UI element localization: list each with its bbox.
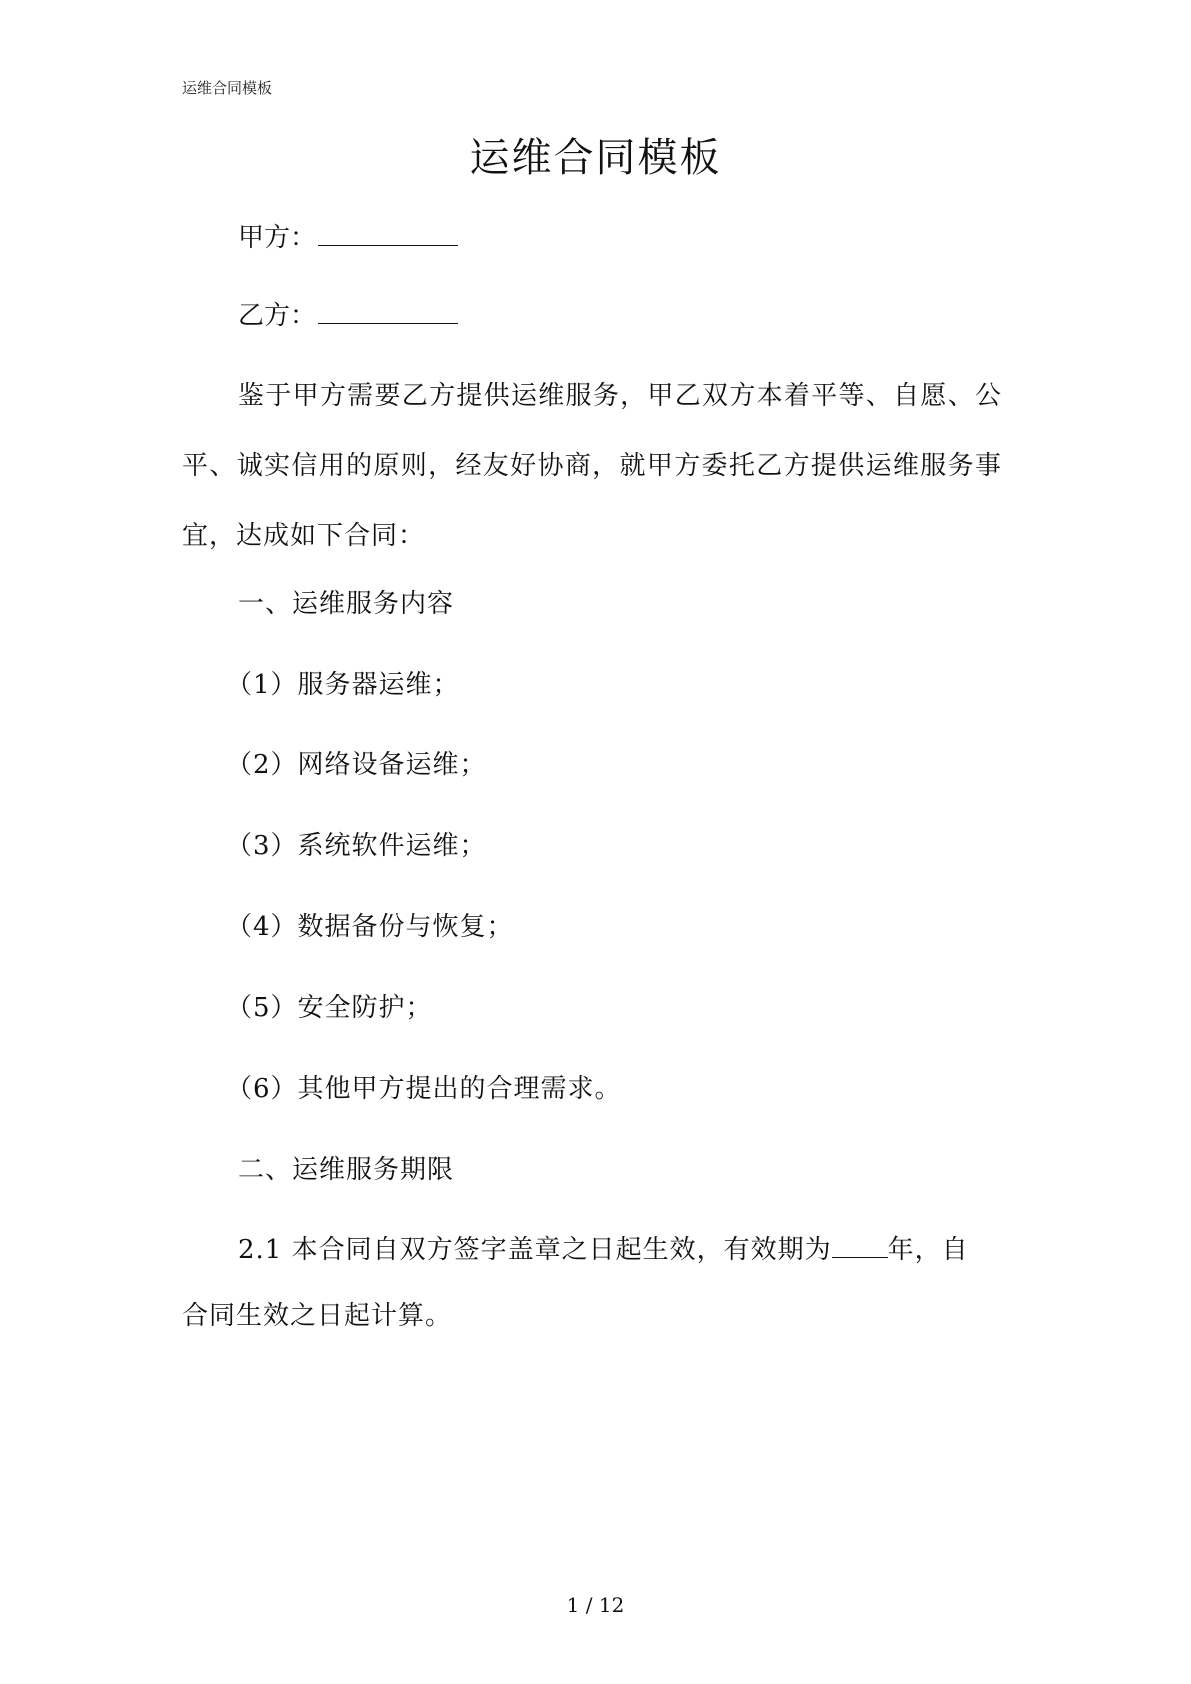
- page-number: 1 / 12: [566, 1593, 625, 1617]
- party-b-blank: [318, 297, 458, 324]
- party-b-line: [238, 296, 458, 336]
- party-a-line: [238, 218, 458, 258]
- clause-2-1-text-a: 2.1 本合同自双方签字盖章之日起生效，有效期为: [238, 1235, 832, 1265]
- clause-2-1-line-2: 合同生效之日起计算。: [182, 1301, 453, 1331]
- service-item-5: （5）安全防护；: [226, 993, 433, 1023]
- running-header: 运维合同模板: [182, 79, 273, 97]
- service-item-4: （4）数据备份与恢复；: [226, 912, 514, 942]
- section-2-heading: 二、运维服务期限: [238, 1155, 455, 1185]
- term-years-blank: [832, 1233, 888, 1258]
- service-item-2: （2）网络设备运维；: [226, 750, 487, 780]
- document-title: 运维合同模板: [469, 135, 722, 181]
- service-item-3: （3）系统软件运维；: [226, 831, 487, 861]
- clause-2-1-text-b: 年，自: [887, 1235, 969, 1265]
- service-item-1: （1）服务器运维；: [226, 670, 460, 700]
- party-a-blank: [318, 219, 458, 246]
- clause-2-1-line-1: [238, 1230, 969, 1270]
- preamble-paragraph: 鉴于甲方需要乙方提供运维服务，甲乙双方本着平等、自愿、公平、诚实信用的原则，经友好协商，就甲方委托乙方提供运维服务事宜，达成如下合同：: [182, 381, 1002, 551]
- section-1-heading: 一、运维服务内容: [238, 589, 455, 619]
- party-b-label: 乙方：: [238, 301, 317, 331]
- service-item-6: （6）其他甲方提出的合理需求。: [226, 1074, 622, 1104]
- party-a-label: 甲方：: [238, 223, 317, 253]
